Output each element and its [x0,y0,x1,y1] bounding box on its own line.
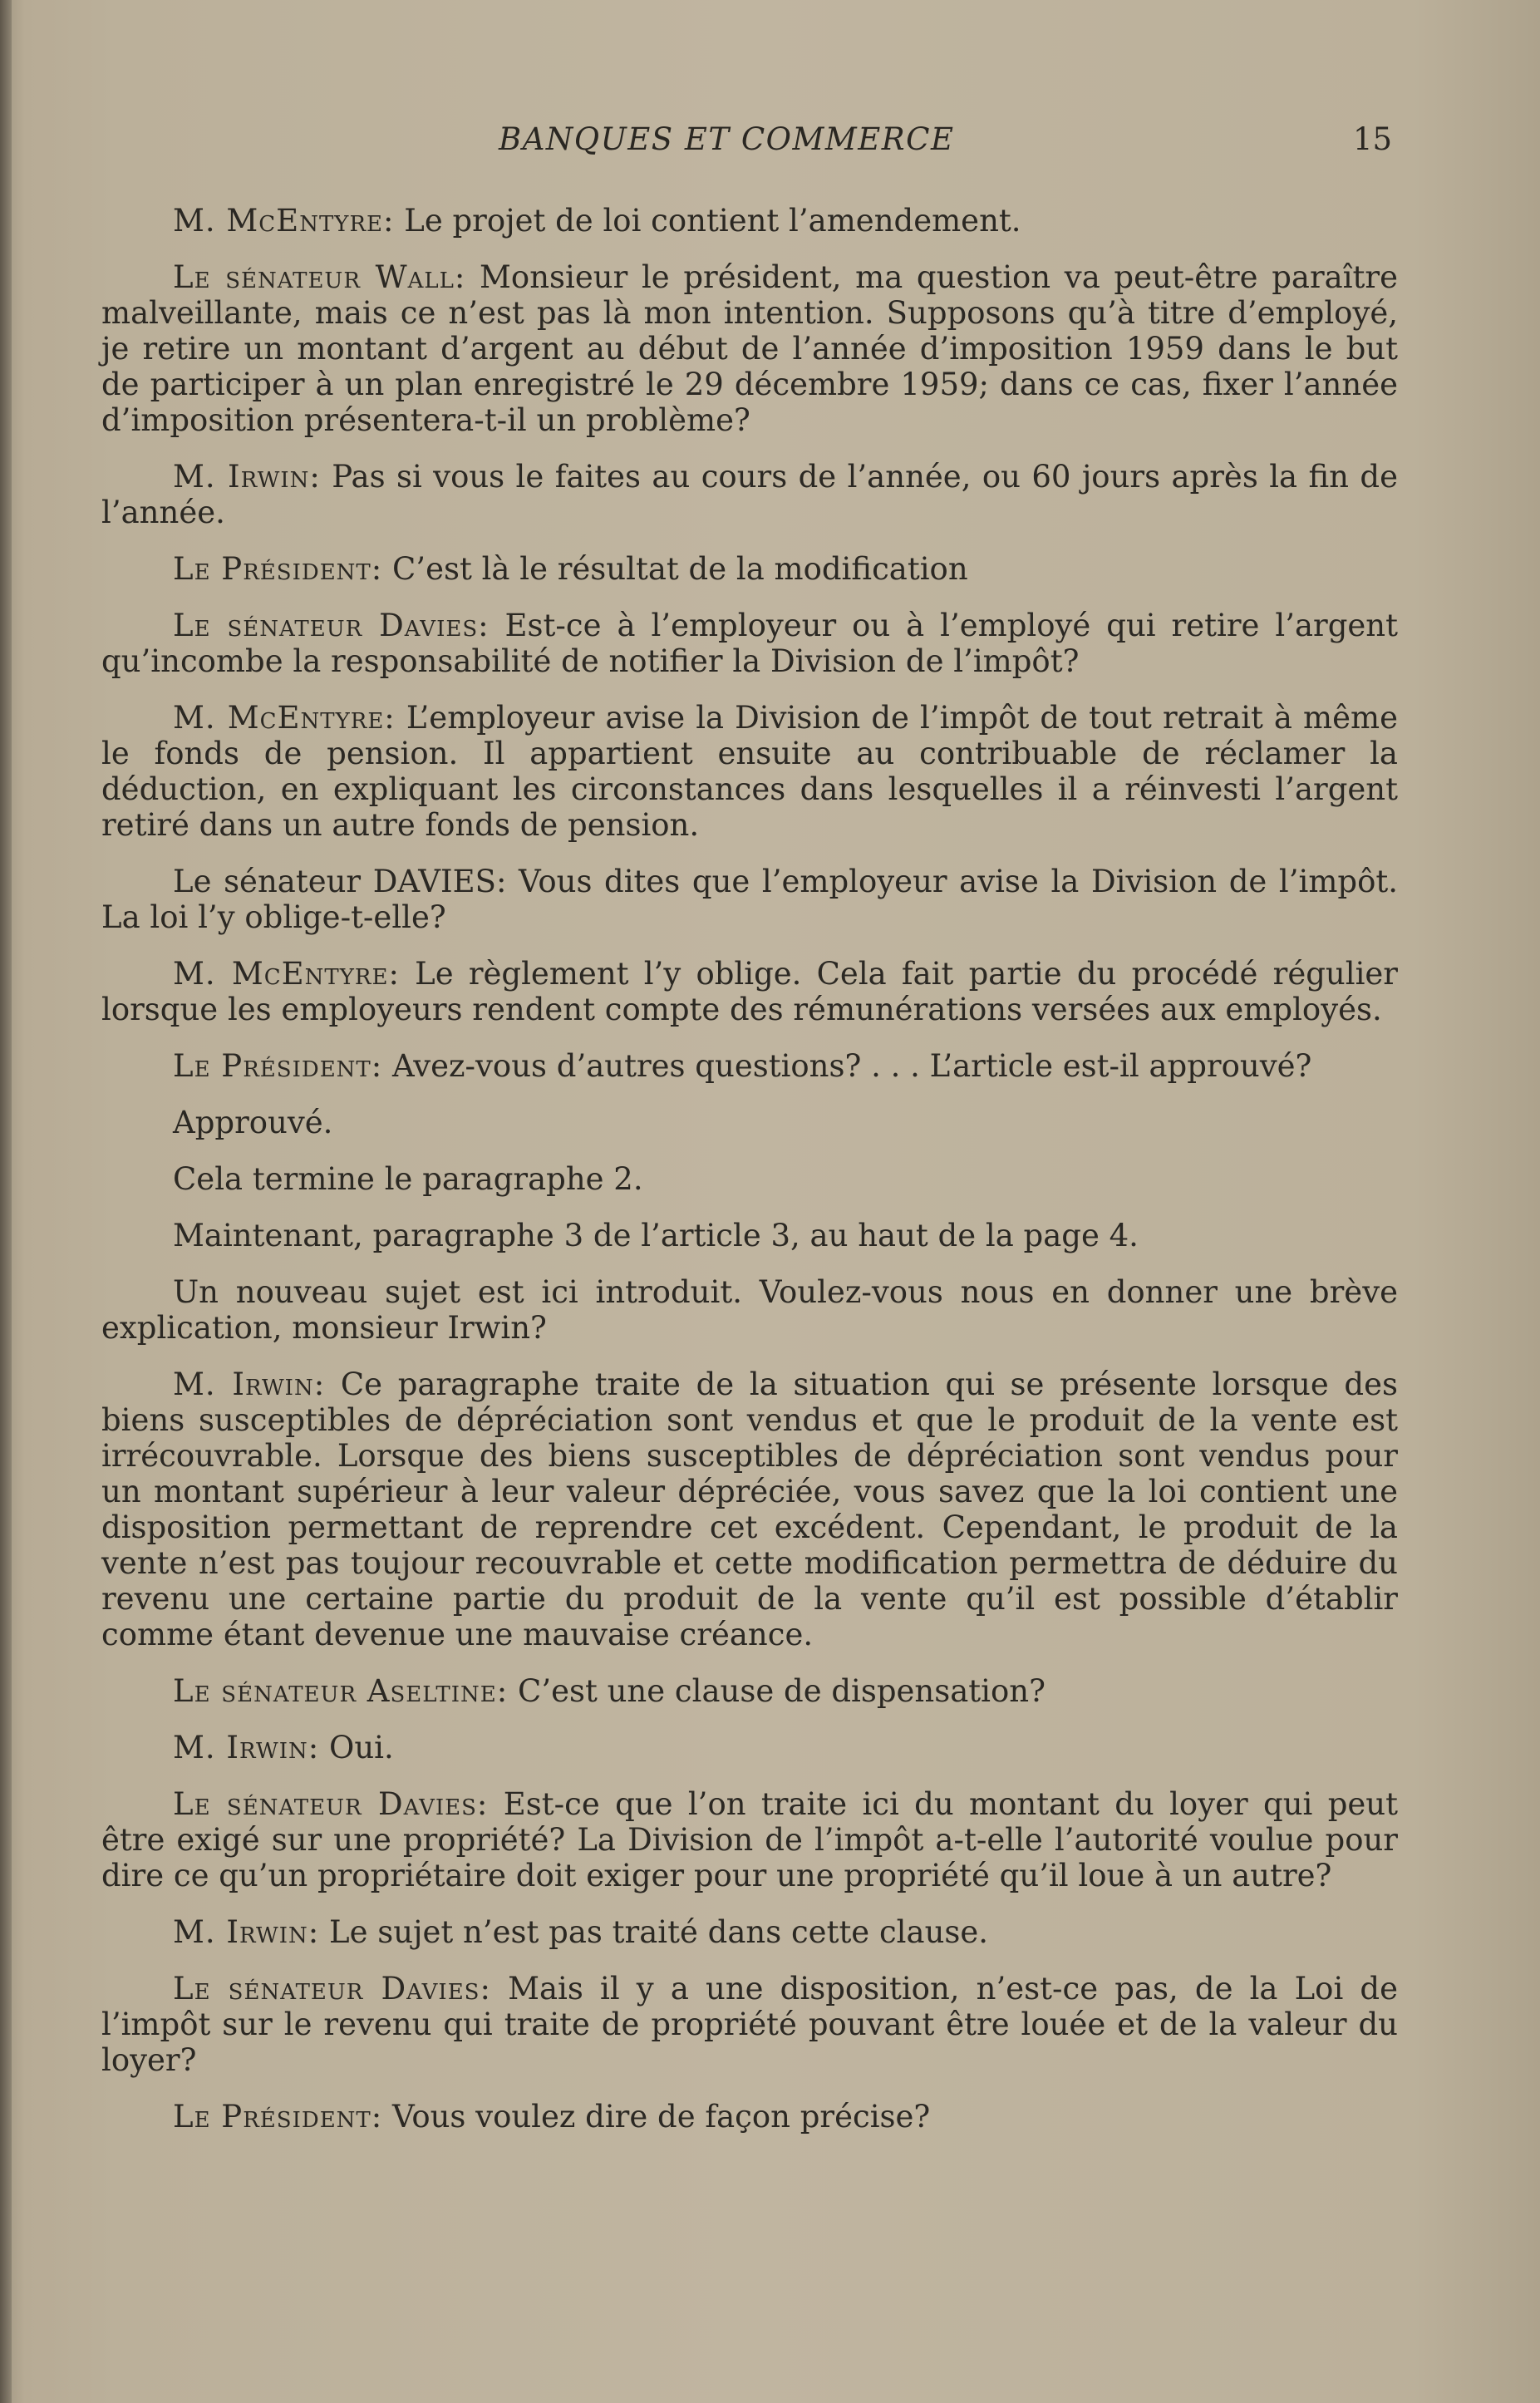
paragraph [101,1786,1398,1893]
speaker-name: M. Irwin: [173,1366,326,1402]
paragraph-text: L’employeur avise la Division de l’impôt de tout retrait à même le fonds de pension. Il appartient ensuite au contribuable de réclamer la déduction, en expliquant les circonstances dans lesquelles il a réinvesti l’argent retiré dans un autre fonds de pension. [101,700,1398,843]
speaker-name: M. McEntyre: [173,956,400,992]
paragraph [101,1274,1398,1346]
speaker-name: Le Président: [173,551,383,587]
speaker-name: Le sénateur Davies: [173,608,490,643]
paragraph [101,1048,1398,1084]
paragraph-text: Pas si vous le faites au cours de l’année, ou 60 jours après la fin de l’année. [101,459,1398,530]
paragraph [101,459,1398,530]
paragraph-text: Cela termine le paragraphe 2. [173,1161,643,1197]
paragraph-text: Ce paragraphe traite de la situation qui se présente lorsque des biens susceptibles de dépréciation sont vendus et que le produit de la vente est irrécouvrable. Lorsque des biens susceptibles de dépréciation sont vendus pour un montant supérieur à leur valeur dépréciée, vous savez que la loi contient une disposition permettant de reprendre cet excédent. Cependant, le produit de la vente n’est pas toujour recouvrable et cette modification permettra de déduire du revenu une certaine partie du produit de la vente qu’il est possible d’établir comme étant devenue une mauvaise créance. [101,1366,1398,1652]
paragraph [101,700,1398,843]
paragraph [101,1673,1398,1709]
paragraph [101,203,1398,239]
speaker-name: M. Irwin: [173,1730,320,1765]
paragraph-text: Le sénateur DAVIES: Vous dites que l’employeur avise la Division de l’impôt. La loi l’y oblige-t-elle? [101,864,1398,935]
speaker-name: M. McEntyre: [173,203,395,239]
paragraph-text: Un nouveau sujet est ici introduit. Voulez-vous nous en donner une brève explication, monsieur Irwin? [101,1274,1398,1346]
paragraph [101,1161,1398,1197]
page-number: 15 [1353,121,1393,157]
paragraph-text: C’est là le résultat de la modification [382,551,968,587]
speaker-name: M. Irwin: [173,1914,320,1950]
speaker-name: Le Président: [173,2099,383,2135]
paragraph-text: Vous voulez dire de façon précise? [382,2099,931,2135]
paragraph [101,1914,1398,1950]
paragraph-text: Approuvé. [173,1105,333,1140]
paragraph-text: Monsieur le président, ma question va peut-être paraître malveillante, mais ce n’est pas là mon intention. Supposons qu’à titre d’employé, je retire un montant d’argent au début de l’année d’imposition 1959 dans le but de participer à un plan enregistré le 29 décembre 1959; dans ce cas, fixer l’année d’imposition présentera-t-il un problème? [101,259,1398,438]
paragraph-text: Mais il y a une disposition, n’est-ce pas, de la Loi de l’impôt sur le revenu qui traite de propriété pouvant être louée et de la valeur du loyer? [101,1971,1398,2078]
speaker-name: Le sénateur Davies: [173,1786,489,1822]
speaker-name: M. Irwin: [173,459,321,495]
paragraph-text: Est-ce que l’on traite ici du montant du loyer qui peut être exigé sur une propriété? La Division de l’impôt a-t-elle l’autorité voulue pour dire ce qu’un propriétaire doit exiger pour une propriété qu’il loue à un autre? [101,1786,1398,1893]
speaker-name: Le sénateur Aseltine: [173,1673,509,1709]
speaker-name: Le sénateur Wall: [173,259,466,295]
page-body [101,203,1398,2155]
paragraph [101,608,1398,679]
paragraph [101,1971,1398,2078]
paragraph [101,1105,1398,1140]
speaker-name: Le Président: [173,1048,383,1084]
running-title: BANQUES ET COMMERCE [499,121,955,157]
paragraph-text: Le sujet n’est pas traité dans cette clause. [319,1914,989,1950]
paragraph-text: Est-ce à l’employeur ou à l’employé qui retire l’argent qu’incombe la responsabilité de notifier la Division de l’impôt? [101,608,1398,679]
paragraph [101,1730,1398,1765]
page-header [0,121,1540,161]
paragraph [101,259,1398,438]
speaker-name: Le sénateur Davies: [173,1971,491,2007]
paragraph-text: Oui. [319,1730,394,1765]
paragraph [101,864,1398,935]
paragraph [101,956,1398,1027]
speaker-name: M. McEntyre: [173,700,396,736]
paragraph-text: C’est une clause de dispensation? [508,1673,1046,1709]
paragraph-text: Maintenant, paragraphe 3 de l’article 3, au haut de la page 4. [173,1218,1139,1253]
binding-edge [0,0,12,2403]
paragraph [101,551,1398,587]
paragraph-text: Le projet de loi contient l’amendement. [394,203,1021,239]
paragraph-text: Avez-vous d’autres questions? . . . L’article est-il approuvé? [382,1048,1312,1084]
paragraph [101,1218,1398,1253]
paragraph [101,1366,1398,1652]
paragraph [101,2099,1398,2135]
paragraph-text: Le règlement l’y oblige. Cela fait partie du procédé régulier lorsque les employeurs rendent compte des rémunérations versées aux employés. [101,956,1398,1027]
